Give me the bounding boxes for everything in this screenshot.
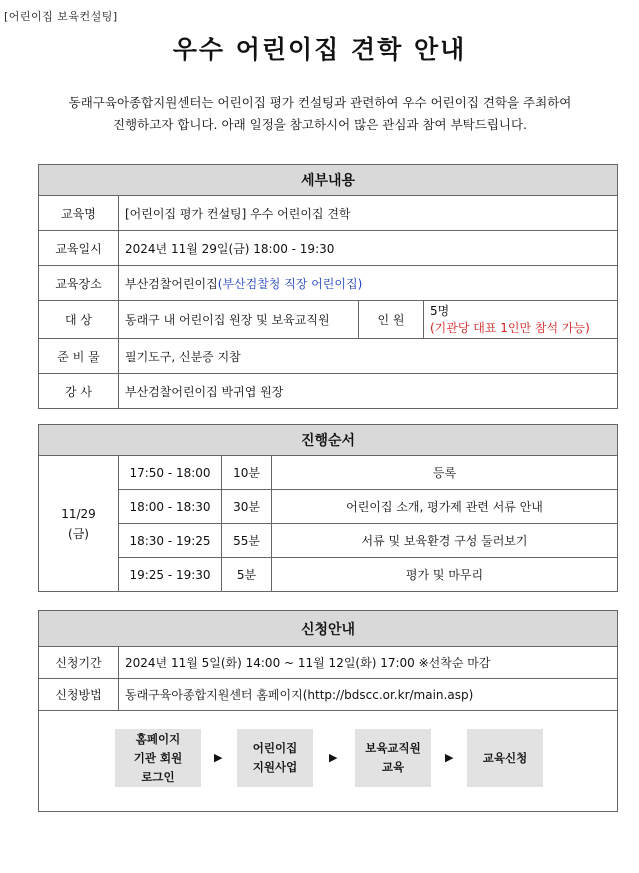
schedule-time: 17:50 - 18:00: [119, 456, 222, 490]
schedule-duration: 10분: [222, 456, 272, 490]
flow-step-text: 교육: [381, 760, 405, 774]
flow-step-login: [115, 729, 201, 787]
name-label: 교육명: [39, 196, 119, 231]
flow-step-text: 로그인: [141, 769, 175, 784]
details-table: [38, 164, 618, 409]
details-header: 세부내용: [39, 165, 618, 196]
method-label: 신청방법: [39, 679, 119, 711]
application-flow-cell: [39, 711, 618, 812]
flow-arrow-icon: ▶: [329, 751, 338, 764]
schedule-date: [39, 456, 119, 592]
schedule-content: 어린이집 소개, 평가제 관련 서류 안내: [272, 490, 618, 524]
supplies-label: 준 비 물: [39, 339, 119, 374]
supplies-value: 필기도구, 신분증 지참: [119, 339, 618, 374]
place-note: (부산검찰청 직장 어린이집): [217, 276, 363, 291]
intro-line-2: 진행하고자 합니다. 아래 일정을 참고하시어 많은 관심과 참여 부탁드립니다.: [112, 117, 528, 132]
flow-step-text: 기관 회원: [133, 750, 183, 765]
flow-step-text: 어린이집: [252, 741, 298, 755]
lecturer-label: 강 사: [39, 374, 119, 409]
target-label: 대 상: [39, 301, 119, 339]
schedule-time: 19:25 - 19:30: [119, 558, 222, 592]
flow-step-staff-edu: [355, 729, 431, 787]
flow-arrow-icon: ▶: [445, 751, 454, 764]
schedule-content: 평가 및 마무리: [272, 558, 618, 592]
date-value: 2024년 11월 29일(금) 18:00 - 19:30: [119, 231, 618, 266]
flow-step-text: 지원사업: [252, 760, 298, 774]
flow-step-text: 보육교직원: [365, 741, 421, 755]
schedule-day: 11/29: [61, 506, 96, 521]
schedule-time: 18:30 - 19:25: [119, 524, 222, 558]
schedule-header: 진행순서: [39, 425, 618, 456]
application-header: 신청안내: [39, 611, 618, 647]
intro-line-1: 동래구육아종합지원센터는 어린이집 평가 컨설팅과 관련하여 우수 어린이집 견학을 주최하여: [68, 95, 572, 110]
schedule-duration: 5분: [222, 558, 272, 592]
period-label: 신청기간: [39, 647, 119, 679]
count-value: [424, 301, 618, 339]
count-number: 5명: [430, 303, 450, 318]
method-value: 동래구육아종합지원센터 홈페이지(http://bdscc.or.kr/main.asp): [119, 679, 618, 711]
schedule-duration: 30분: [222, 490, 272, 524]
application-flow: [39, 711, 617, 811]
schedule-table: [38, 424, 618, 592]
category-tag: [어린이집 보육컨설팅]: [4, 10, 118, 23]
period-value: 2024년 11월 5일(화) 14:00 ~ 11월 12일(화) 17:00 ※선착순 마감: [119, 647, 618, 679]
flow-step-apply: [467, 729, 543, 787]
schedule-duration: 55분: [222, 524, 272, 558]
schedule-weekday: (금): [68, 526, 89, 541]
flow-step-text: 홈페이지: [135, 731, 181, 746]
flow-step-support: [237, 729, 313, 787]
count-label: 인 원: [359, 301, 424, 339]
date-label: 교육일시: [39, 231, 119, 266]
schedule-content: 등록: [272, 456, 618, 490]
schedule-time: 18:00 - 18:30: [119, 490, 222, 524]
place-name: 부산검찰어린이집: [125, 276, 218, 291]
place-label: 교육장소: [39, 266, 119, 301]
schedule-content: 서류 및 보육환경 구성 둘러보기: [272, 524, 618, 558]
flow-step-text: 교육신청: [482, 750, 528, 765]
intro-text: [40, 92, 600, 136]
count-note: (기관당 대표 1인만 참석 가능): [430, 320, 590, 335]
page-title: 우수 어린이집 견학 안내: [172, 35, 467, 64]
lecturer-value: 부산검찰어린이집 박귀엽 원장: [119, 374, 618, 409]
application-table: [38, 610, 618, 812]
name-value: [어린이집 평가 컨설팅] 우수 어린이집 견학: [119, 196, 618, 231]
place-value: [119, 266, 618, 301]
target-value: 동래구 내 어린이집 원장 및 보육교직원: [119, 301, 359, 339]
flow-arrow-icon: ▶: [214, 751, 223, 764]
